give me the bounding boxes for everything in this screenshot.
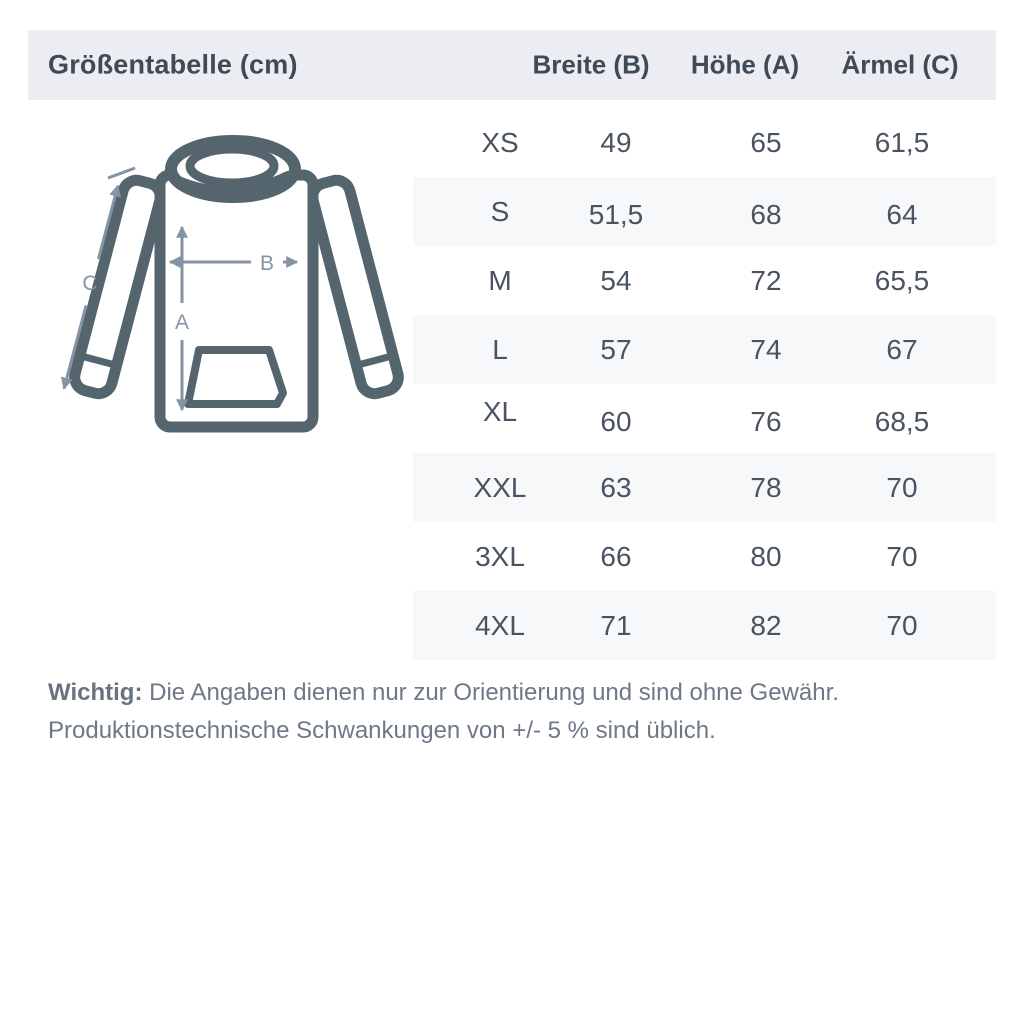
page-title: Größentabelle (cm) (48, 49, 298, 80)
hoehe-cell: 80 (750, 541, 782, 572)
measure-label-c: C (82, 272, 98, 295)
size-cell: XXL (473, 472, 527, 503)
disclaimer-note (48, 674, 978, 750)
size-cell: L (492, 334, 508, 365)
size-cell: 3XL (475, 541, 525, 572)
table-row (413, 315, 996, 384)
breite-cell: 54 (600, 265, 632, 296)
hoodie-outline (72, 141, 402, 427)
column-header-breite: Breite (B) (532, 49, 650, 80)
hoehe-cell: 82 (750, 610, 782, 641)
disclaimer-bold: Wichtig: (48, 679, 143, 706)
aermel-cell: 61,5 (874, 127, 930, 158)
size-cell: 4XL (475, 610, 525, 641)
aermel-cell: 64 (886, 199, 918, 230)
aermel-cell: 70 (886, 541, 918, 572)
measure-label-b: B (259, 252, 275, 275)
size-cell: S (490, 196, 510, 227)
hoodie-illustration (30, 120, 430, 460)
aermel-cell: 70 (886, 610, 918, 641)
column-header-aermel: Ärmel (C) (841, 49, 959, 80)
breite-cell: 57 (600, 334, 632, 365)
aermel-cell: 67 (886, 334, 918, 365)
table-row (413, 522, 996, 591)
hoodie-diagram (30, 120, 430, 460)
disclaimer-text-1: Die Angaben dienen nur zur Orientierung und sind ohne Gewähr. (149, 679, 839, 706)
table-row (413, 453, 996, 522)
hoehe-cell: 72 (750, 265, 782, 296)
hood-opening (190, 149, 274, 183)
table-row (413, 246, 996, 315)
breite-cell: 71 (600, 610, 632, 641)
size-cell: XL (482, 396, 518, 427)
disclaimer-line-1 (48, 674, 978, 712)
table-row (413, 384, 996, 453)
disclaimer-line-2: Produktionstechnische Schwankungen von +/- 5 % sind üblich. (48, 717, 716, 744)
size-chart-header (28, 30, 996, 100)
breite-cell: 51,5 (588, 199, 644, 230)
table-row (413, 177, 996, 246)
table-row (413, 591, 996, 660)
breite-cell: 49 (600, 127, 632, 158)
breite-cell: 63 (600, 472, 632, 503)
aermel-cell: 68,5 (874, 406, 930, 437)
hoodie-pocket (188, 350, 283, 404)
column-header-hoehe: Höhe (A) (690, 49, 800, 80)
size-cell: XS (481, 127, 519, 158)
size-cell: M (488, 265, 512, 296)
breite-cell: 66 (600, 541, 632, 572)
breite-cell: 60 (600, 406, 632, 437)
hoehe-cell: 76 (750, 406, 782, 437)
hoehe-cell: 68 (750, 199, 782, 230)
hoehe-cell: 65 (750, 127, 782, 158)
aermel-cell: 70 (886, 472, 918, 503)
table-row (413, 108, 996, 177)
hoehe-cell: 78 (750, 472, 782, 503)
size-table (413, 108, 996, 660)
aermel-cell: 65,5 (874, 265, 930, 296)
hoehe-cell: 74 (750, 334, 782, 365)
measure-label-a: A (174, 311, 190, 334)
